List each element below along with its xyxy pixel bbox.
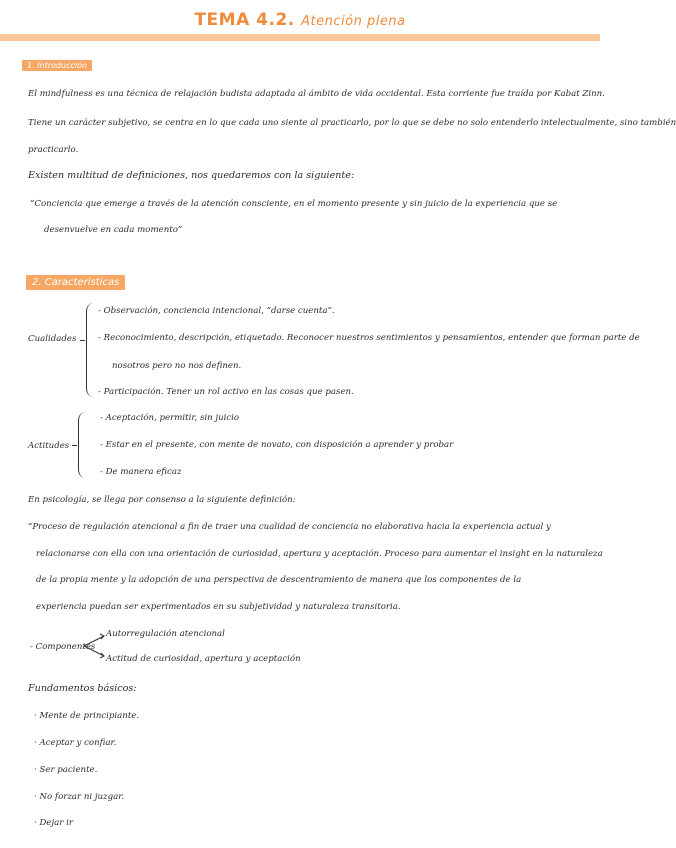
intro-line-3: practicarlo. xyxy=(28,145,79,155)
cualidades-item-2: - Reconocimiento, descripción, etiquetado. Reconocer nuestros sentimientos y pensamientos, entender que forman parte de xyxy=(98,333,640,343)
actitudes-label: Actitudes xyxy=(28,441,70,451)
actitudes-item-2: - Estar en el presente, con mente de novato, con disposición a aprender y probar xyxy=(100,440,454,450)
fundamentos-item-4: · No forzar ni juzgar. xyxy=(34,792,125,802)
fundamentos-item-4-text: No forzar ni juzgar. xyxy=(39,792,125,802)
definition-line-4: experiencia puedan ser experimentados en su subjetividad y naturaleza transitoria. xyxy=(36,602,401,612)
title-main: TEMA 4.2. xyxy=(194,10,295,30)
cualidades-item-3: - Participación. Tener un rol activo en las cosas que pasen. xyxy=(98,387,354,397)
fundamentos-item-5-text: Dejar ir xyxy=(39,818,73,828)
fundamentos-title: Fundamentos básicos: xyxy=(28,683,137,694)
psychology-intro: En psicología, se llega por consenso a la siguiente definición: xyxy=(28,495,296,505)
fundamentos-item-2-text: Aceptar y confiar. xyxy=(39,738,117,748)
intro-line-5: “Conciencia que emerge a través de la atención consciente, en el momento presente y sin juicio de la experiencia que se xyxy=(30,199,558,209)
cualidades-brace-tip xyxy=(80,340,85,341)
definition-line-1: “Proceso de regulación atencional a fin de traer una cualidad de conciencia no elaborativa hacia la experiencia actual y xyxy=(28,522,551,532)
cualidades-brace xyxy=(86,303,93,397)
fundamentos-item-5: · Dejar ir xyxy=(34,818,73,828)
actitudes-item-3: - De manera eficaz xyxy=(100,467,182,477)
section-badge-introduccion: 1. Introducción xyxy=(22,60,92,71)
componentes-item-1: Autorregulación atencional xyxy=(106,629,225,639)
cualidades-label: Cualidades xyxy=(28,334,77,344)
actitudes-brace xyxy=(78,412,85,478)
title-sub: Atención plena xyxy=(301,14,406,29)
intro-line-4: Existen multitud de definiciones, nos quedaremos con la siguiente: xyxy=(28,170,355,181)
actitudes-item-1: - Aceptación, permitir, sin juicio xyxy=(100,413,240,423)
intro-line-2: Tiene un carácter subjetivo, se centra en lo que cada uno siente al practicarlo, por lo que se debe no solo entenderlo intelectualmente, sino también xyxy=(28,118,676,128)
title-underline xyxy=(0,34,600,41)
fundamentos-item-3-text: Ser paciente. xyxy=(39,765,98,775)
definition-line-3: de la propia mente y la adopción de una perspectiva de descentramiento de manera que los componentes de la xyxy=(36,575,522,585)
componentes-label: - Componentes xyxy=(30,642,96,652)
fundamentos-item-1: · Mente de principiante. xyxy=(34,711,140,721)
cualidades-item-1: - Observación, conciencia intencional, “darse cuenta”. xyxy=(98,306,335,316)
fundamentos-item-1-text: Mente de principiante. xyxy=(39,711,140,721)
intro-line-6: desenvuelve en cada momento” xyxy=(44,225,183,235)
fundamentos-item-3: · Ser paciente. xyxy=(34,765,98,775)
fundamentos-item-2: · Aceptar y confiar. xyxy=(34,738,117,748)
definition-line-2: relacionarse con ella con una orientación de curiosidad, apertura y aceptación. Proceso para aumentar el insight en la naturaleza xyxy=(36,549,603,559)
componentes-item-2: Actitud de curiosidad, apertura y aceptación xyxy=(106,654,301,664)
page-title xyxy=(0,10,600,30)
intro-line-1: El mindfulness es una técnica de relajación budista adaptada al ámbito de vida occidental. Esta corriente fue traída por Kabat Zinn. xyxy=(28,89,605,99)
cualidades-item-2-cont: nosotros pero no nos definen. xyxy=(112,361,242,371)
actitudes-brace-tip xyxy=(72,445,77,446)
section-badge-caracteristicas: 2. Características xyxy=(26,275,125,290)
